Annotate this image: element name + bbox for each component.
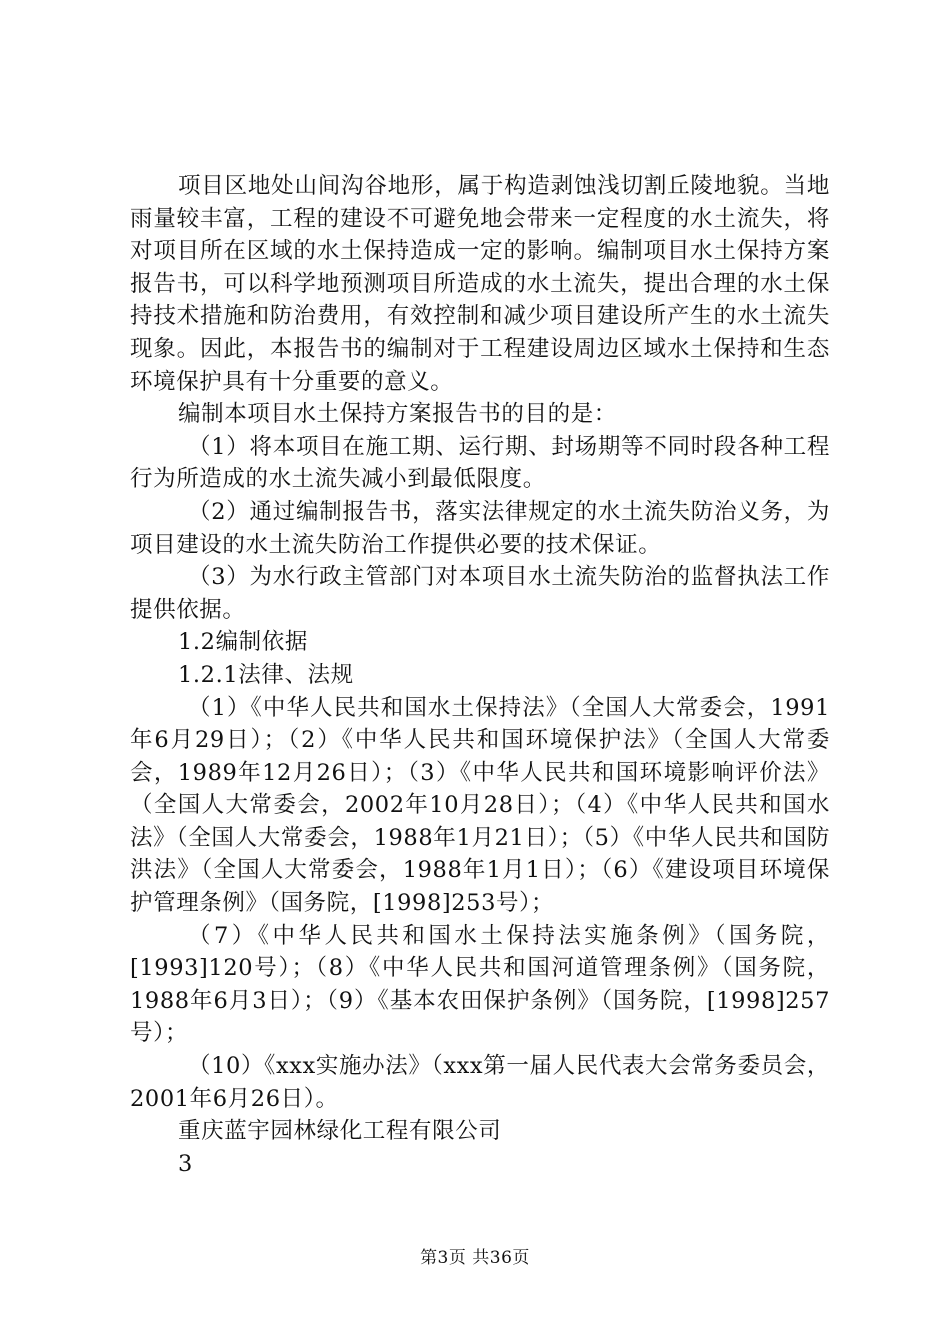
company-name: 重庆蓝宇园林绿化工程有限公司 [178, 1118, 502, 1145]
document-body [130, 170, 830, 1180]
paragraph-laws-list-2: （7）《中华人民共和国水土保持法实施条例》（国务院，[1993]120号）；（8）《中华人民共和国河道管理条例》（国务院，1988年6月3日）；（9）《基本农田保护条例》（国务院，[1998]257号）； [130, 922, 830, 1047]
paragraph-purpose-1: （1）将本项目在施工期、运行期、封场期等不同时段各种工程行为所造成的水土流失减小到最低限度。 [130, 433, 830, 493]
paragraph-project-area: 项目区地处山间沟谷地形，属于构造剥蚀浅切割丘陵地貌。当地雨量较丰富，工程的建设不可避免地会带来一定程度的水土流失，将对项目所在区域的水土保持造成一定的影响。编制项目水土保持方案报告书，可以科学地预测项目所造成的水土流失，提出合理的水土保持技术措施和防治费用，有效控制和减少项目建设所产生的水土流失现象。因此，本报告书的编制对于工程建设周边区域水土保持和生态环境保护具有十分重要的意义。 [130, 173, 830, 395]
paragraph-laws-list-3: （10）《xxx实施办法》（xxx第一届人民代表大会常务委员会，2001年6月26日）。 [130, 1053, 830, 1112]
inline-page-number: 3 [178, 1150, 193, 1177]
subsection-heading-laws: 1.2.1法律、法规 [178, 661, 354, 688]
section-heading-basis: 1.2编制依据 [178, 629, 308, 656]
page-footer [0, 1243, 950, 1268]
page-number-label: 第3页 共36页 [420, 1248, 530, 1268]
paragraph-purpose-intro: 编制本项目水土保持方案报告书的目的是： [178, 401, 617, 428]
paragraph-purpose-3: （3）为水行政主管部门对本项目水土流失防治的监督执法工作提供依据。 [130, 564, 830, 623]
paragraph-laws-list-1: （1）《中华人民共和国水土保持法》（全国人大常委会，1991年6月29日）；（2）《中华人民共和国环境保护法》（全国人大常委会，1989年12月26日）；（3）《中华人民共和国环境影响评价法》（全国人大常委会，2002年10月28日）；（4）《中华人民共和国水法》（全国人大常委会，1988年1月21日）；（5）《中华人民共和国防洪法》（全国人大常委会，1988年1月1日）；（6）《建设项目环境保护管理条例》（国务院，[1998]253号）； [130, 694, 830, 917]
paragraph-purpose-2: （2）通过编制报告书，落实法律规定的水土流失防治义务，为项目建设的水土流失防治工作提供必要的技术保证。 [130, 498, 830, 558]
